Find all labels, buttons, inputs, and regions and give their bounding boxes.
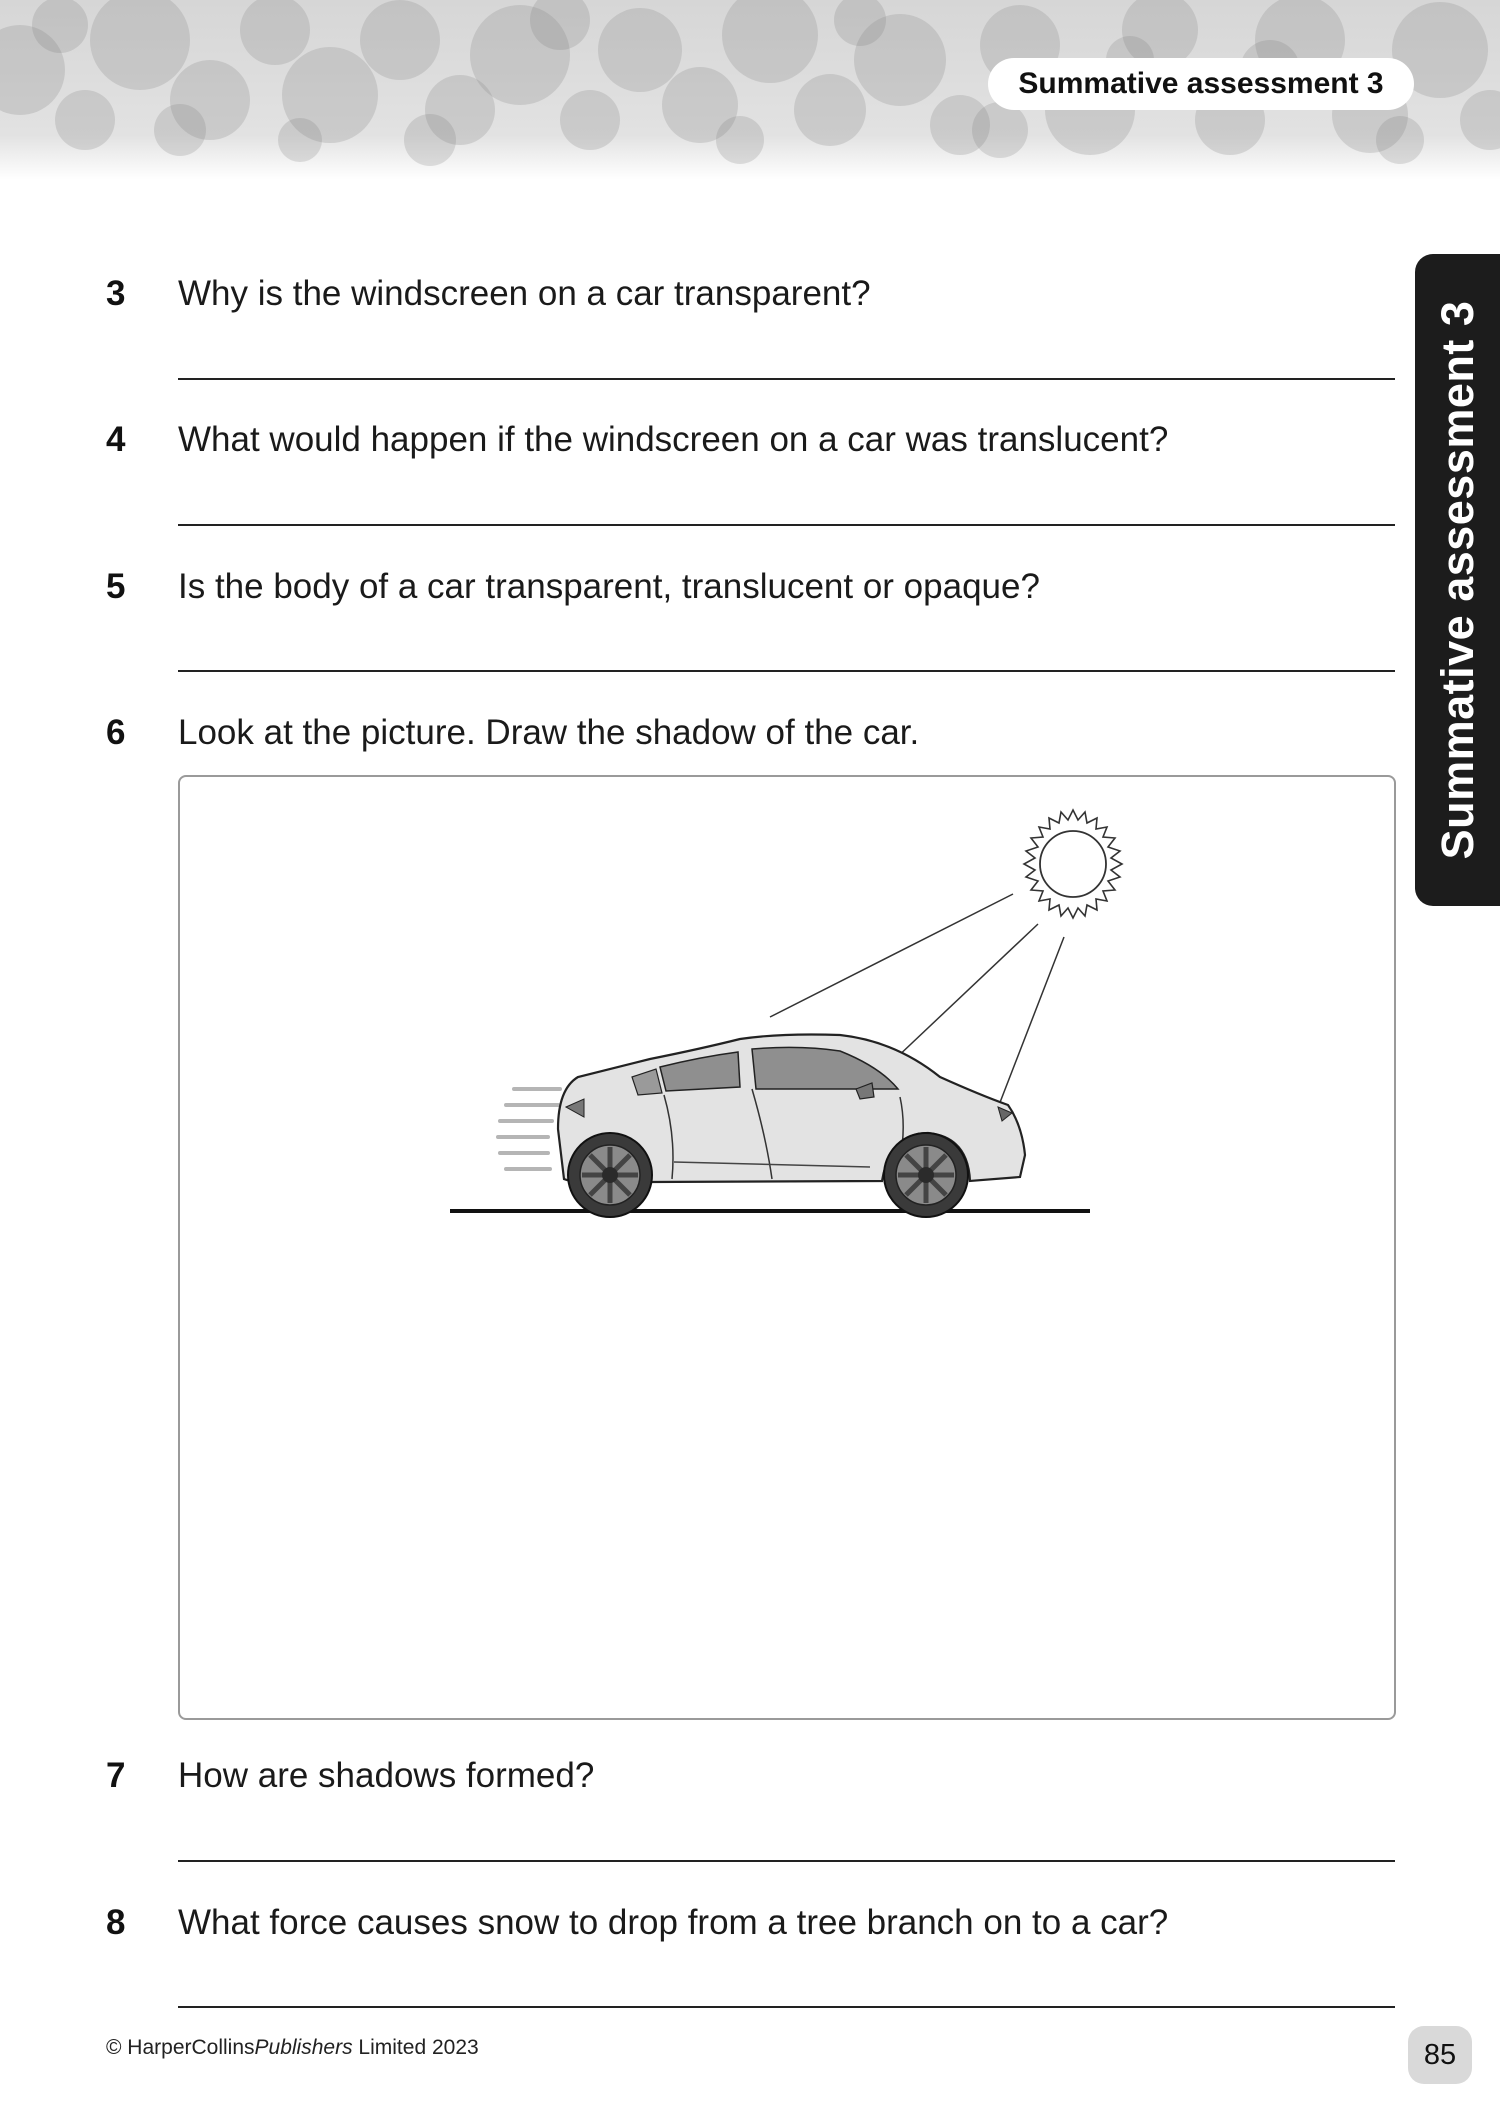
drawing-area[interactable] bbox=[178, 775, 1396, 1720]
copyright-italic: Publishers bbox=[254, 2036, 353, 2059]
answer-line[interactable] bbox=[178, 670, 1395, 672]
side-section-tab bbox=[1415, 254, 1500, 906]
car-icon bbox=[450, 1035, 1090, 1218]
car-sun-illustration bbox=[180, 777, 1394, 1718]
question-number: 7 bbox=[106, 1756, 126, 1795]
question-number: 3 bbox=[106, 274, 126, 313]
question-text: How are shadows formed? bbox=[178, 1756, 595, 1795]
copyright-prefix: © HarperCollins bbox=[106, 2036, 255, 2059]
question-number: 4 bbox=[106, 420, 126, 459]
answer-line[interactable] bbox=[178, 524, 1395, 526]
question-text: What would happen if the windscreen on a car was translucent? bbox=[178, 420, 1169, 459]
car-front-wheel bbox=[884, 1133, 968, 1217]
car-rear-wheel bbox=[568, 1133, 652, 1217]
page-number: 85 bbox=[1408, 2026, 1472, 2084]
copyright-notice bbox=[106, 2036, 479, 2060]
question-text: Why is the windscreen on a car transparent? bbox=[178, 274, 871, 313]
question-number: 5 bbox=[106, 567, 126, 606]
sun-icon bbox=[1024, 810, 1122, 918]
answer-line[interactable] bbox=[178, 378, 1395, 380]
question-text: Look at the picture. Draw the shadow of the car. bbox=[178, 713, 920, 752]
copyright-suffix: Limited 2023 bbox=[352, 2036, 479, 2059]
side-tab-label: Summative assessment 3 bbox=[1431, 300, 1483, 860]
question-number: 6 bbox=[106, 713, 126, 752]
answer-line[interactable] bbox=[178, 1860, 1395, 1862]
question-text: What force causes snow to drop from a tree branch on to a car? bbox=[178, 1903, 1169, 1942]
answer-line[interactable] bbox=[178, 2006, 1395, 2008]
question-number: 8 bbox=[106, 1903, 126, 1942]
header-section-badge: Summative assessment 3 bbox=[988, 58, 1414, 110]
question-text: Is the body of a car transparent, translucent or opaque? bbox=[178, 567, 1040, 606]
